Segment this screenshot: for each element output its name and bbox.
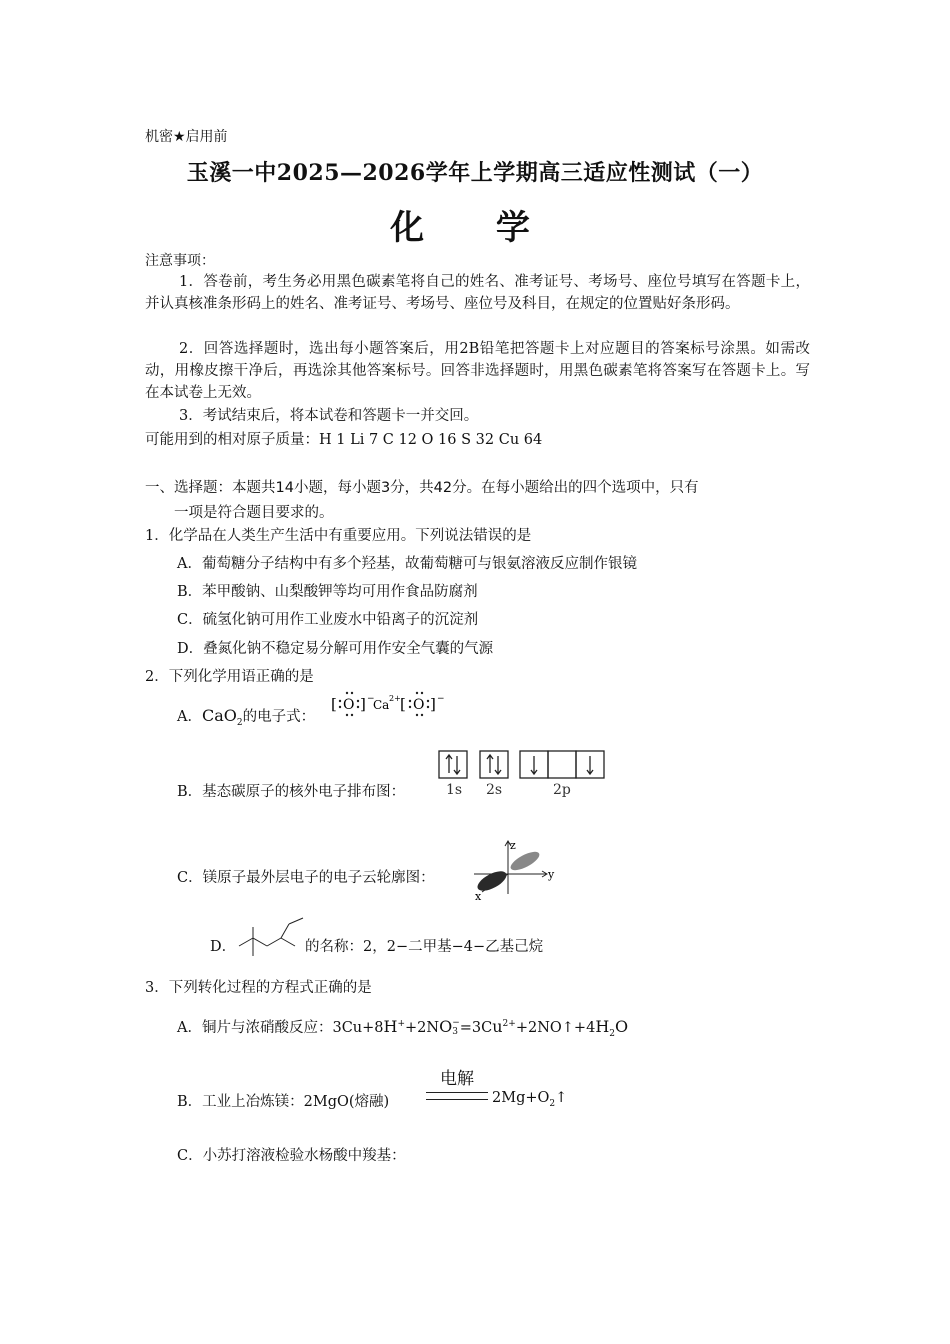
q1-option-a: A．葡萄糖分子结构中有多个羟基，故葡萄糖可与银氨溶液反应制作银镜 xyxy=(177,556,637,572)
cao2-charge1: − xyxy=(367,694,375,704)
electrolysis-condition: 电解 xyxy=(440,1069,474,1089)
q3-a-h-sup: + xyxy=(397,1019,406,1030)
q3-option-a xyxy=(177,1016,628,1039)
q3-a-end: O xyxy=(615,1017,629,1036)
q2-option-d-prefix: D． xyxy=(210,939,237,955)
cao2-bracket-r1: ] xyxy=(360,695,366,713)
section-heading-line1: 一、选择题：本题共14小题，每小题3分，共42分。在每小题给出的四个选项中，只有 xyxy=(145,480,699,496)
q1-option-c: C．硫氢化钠可用作工业废水中铅离子的沉淀剂 xyxy=(177,612,479,628)
orbital-label-2p: 2p xyxy=(553,782,571,798)
q2-option-d-suffix: 的名称：2，2−二甲基−4−乙基己烷 xyxy=(305,939,544,955)
q3-b-arrow: ↑ xyxy=(555,1090,568,1106)
q3-a-o-scripts xyxy=(452,1019,460,1037)
orbital-label-2s: 2s xyxy=(486,782,503,798)
q3-a-mid2: =3C xyxy=(459,1020,493,1036)
q3-a-h: H xyxy=(383,1017,398,1036)
q1-stem: 1．化学品在人类生产生活中有重要应用。下列说法错误的是 xyxy=(145,528,532,544)
cao2-o2: O xyxy=(413,697,425,713)
axis-y-label: y xyxy=(548,868,555,881)
q3-a-mid1: +2N xyxy=(405,1020,440,1036)
orbital-label-1s: 1s xyxy=(446,782,463,798)
q2-stem: 2．下列化学用语正确的是 xyxy=(145,669,314,685)
q2-a-o: O xyxy=(223,706,237,725)
cao2-ca-charge: 2+ xyxy=(389,694,401,703)
q3-a-h2: H xyxy=(595,1017,610,1036)
cao2-ca: Ca xyxy=(373,698,390,712)
q3-a-o-sup: − xyxy=(452,1018,460,1028)
note-item-2: 2．回答选择题时，选出每小题答案后，用2B铅笔把答题卡上对应题目的答案标号涂黑。如需改动，用橡皮擦干净后，再选涂其他答案标号。回答非选择题时，用黑色碳素笔将答案写在答题卡上。写在本试卷上无效。 xyxy=(145,341,810,401)
q3-a-u: u xyxy=(492,1017,503,1036)
q2-option-b: B．基态碳原子的核外电子排布图： xyxy=(177,784,406,800)
q3-a-o-sub: 3 xyxy=(452,1027,458,1037)
confidential-mark: 机密★启用前 xyxy=(145,129,228,145)
cao2-bracket-l1: [ xyxy=(331,695,337,713)
q2-option-c: C．镁原子最外层电子的电子云轮廓图： xyxy=(177,870,435,886)
q3-a-u-sup: 2+ xyxy=(502,1019,516,1030)
q1-option-b: B．苯甲酸钠、山梨酸钾等均可用作食品防腐剂 xyxy=(177,584,478,600)
q3-b-product: 2Mg+O xyxy=(492,1090,550,1106)
q1-option-d: D．叠氮化钠不稳定易分解可用作安全气囊的气源 xyxy=(177,641,494,657)
notes-heading: 注意事项： xyxy=(145,253,215,269)
axis-z-label: z xyxy=(510,839,516,852)
q3-b-product-sub: 2 xyxy=(549,1098,556,1109)
atomic-masses: 可能用到的相对原子质量：H 1 Li 7 C 12 O 16 S 32 Cu 64 xyxy=(145,432,543,448)
section-heading-line2: 一项是符合题目要求的。 xyxy=(174,505,334,521)
note-item-3: 3．考试结束后，将本试卷和答题卡一并交回。 xyxy=(179,408,479,424)
q2-option-a xyxy=(177,705,315,728)
q3-a-prefix: A．铜片与浓硝酸反应：3Cu+8 xyxy=(177,1020,384,1036)
p-orbital-cloud-diagram xyxy=(470,836,560,902)
exam-title: 玉溪一中2025—2026学年上学期高三适应性测试（一） xyxy=(186,160,764,186)
section-heading xyxy=(145,476,805,526)
q2-a-ca: Ca xyxy=(201,706,224,725)
q3-option-b-right xyxy=(492,1090,567,1109)
q3-stem: 3．下列转化过程的方程式正确的是 xyxy=(145,980,372,996)
q3-option-b-left: B．工业上冶炼镁：2MgO(熔融) xyxy=(177,1094,390,1110)
cao2-charge2: − xyxy=(437,694,445,704)
q3-a-o: O xyxy=(439,1017,453,1036)
cao2-bracket-r2: ] xyxy=(430,695,436,713)
q2-a-sub: 2 xyxy=(236,717,243,728)
carbon-orbital-diagram xyxy=(436,748,608,800)
cao2-bracket-l2: [ xyxy=(400,695,406,713)
subject-title: 化 学 xyxy=(390,208,560,248)
cao2-electron-formula-image xyxy=(330,688,470,720)
cao2-o1: O xyxy=(343,697,355,713)
axis-x-label: x xyxy=(475,890,482,902)
equation-double-line xyxy=(426,1092,488,1100)
note-item-1: 1．答卷前，考生务必用黑色碳素笔将自己的姓名、准考证号、考场号、座位号填写在答题卡上，并认真核准条形码上的姓名、准考证号、考场号、座位号及科目，在规定的位置贴好条形码。 xyxy=(145,274,810,312)
skeletal-formula-image xyxy=(237,914,307,960)
q2-a-prefix: A． xyxy=(177,709,202,725)
q2-a-suffix: 的电子式： xyxy=(242,709,316,725)
q3-a-mid3: +2NO↑+4 xyxy=(515,1020,596,1036)
q3-option-c: C．小苏打溶液检验水杨酸中羧基： xyxy=(177,1148,406,1164)
q3-a-h2-sub: 2 xyxy=(609,1028,615,1039)
